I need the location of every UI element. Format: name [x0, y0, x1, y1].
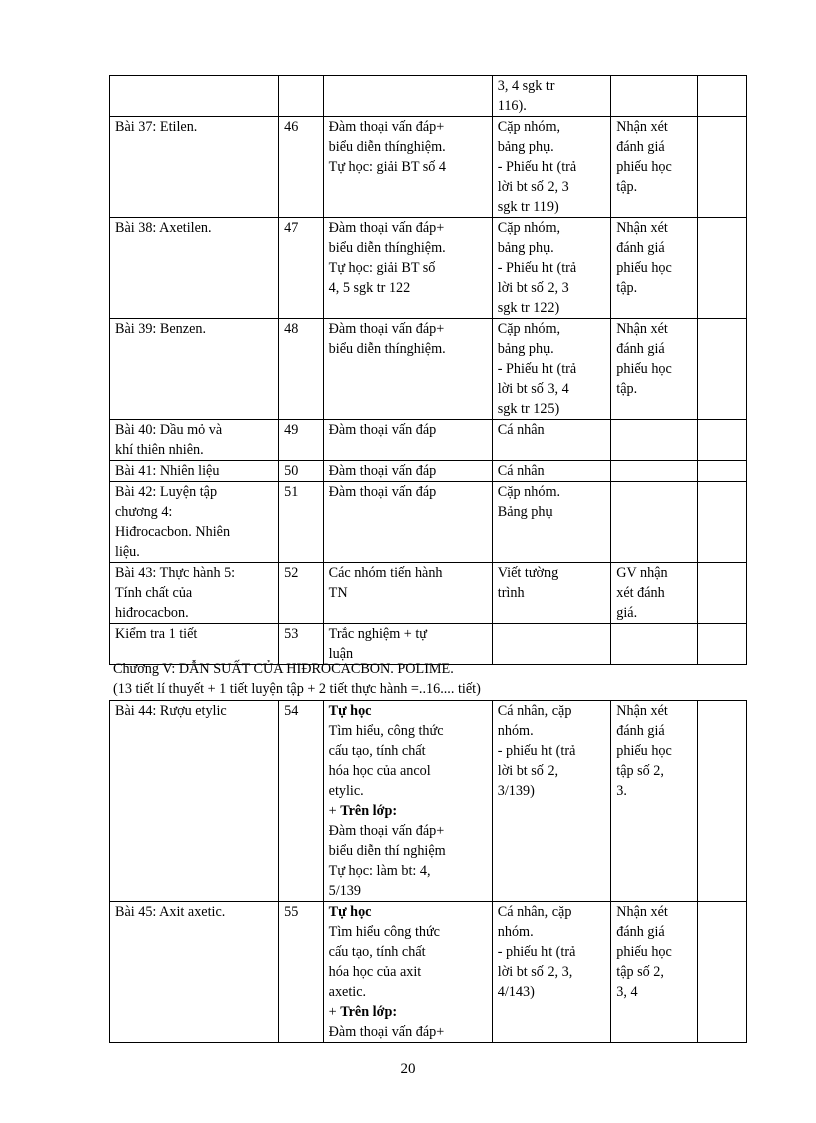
- period-cell: 47: [279, 218, 324, 319]
- table-row: [110, 701, 747, 902]
- in-class-heading: Trên lớp:: [340, 803, 398, 819]
- in-class-heading: Trên lớp:: [340, 1004, 398, 1020]
- self-study-heading: Tự học: [328, 703, 372, 719]
- form-cell: Cặp nhóm, bảng phụ. - Phiếu ht (trả lời bt số 3, 4 sgk tr 125): [492, 319, 610, 420]
- assessment-cell: [611, 76, 698, 117]
- assessment-cell: [611, 482, 698, 563]
- lesson-cell: Bài 40: Dầu mỏ và khí thiên nhiên.: [110, 420, 279, 461]
- self-study-heading: Tự học: [328, 904, 372, 920]
- chapter-title: Chương V: DẪN SUẤT CỦA HIĐROCACBON. POLIME.: [113, 661, 454, 677]
- form-cell: Cặp nhóm, bảng phụ. - Phiếu ht (trả lời bt số 2, 3 sgk tr 122): [492, 218, 610, 319]
- table-row: [110, 218, 747, 319]
- form-cell: Cá nhân, cặp nhóm. - phiếu ht (trả lời bt số 2, 3, 4/143): [492, 902, 610, 1043]
- table-row: [110, 76, 747, 117]
- lesson-cell: Bài 45: Axit axetic.: [110, 902, 279, 1043]
- table-row: [110, 563, 747, 624]
- period-cell: 55: [279, 902, 324, 1043]
- lesson-cell: Bài 43: Thực hành 5: Tính chất của hiđrocacbon.: [110, 563, 279, 624]
- assessment-cell: Nhận xét đánh giá phiếu học tập.: [611, 218, 698, 319]
- note-cell: [698, 319, 747, 420]
- lesson-plan-table-2: [109, 700, 747, 1043]
- period-cell: 51: [279, 482, 324, 563]
- self-study-text: Tìm hiểu công thức cấu tạo, tính chất hóa học của axit axetic.: [328, 924, 440, 1000]
- in-class-heading-line: [329, 1002, 487, 1022]
- lesson-cell: Bài 44: Rượu etylic: [110, 701, 279, 902]
- form-cell: [492, 624, 610, 665]
- method-cell: Đàm thoại vấn đáp: [323, 461, 492, 482]
- form-cell: Cặp nhóm, bảng phụ. - Phiếu ht (trả lời bt số 2, 3 sgk tr 119): [492, 117, 610, 218]
- assessment-cell: Nhận xét đánh giá phiếu học tập.: [611, 117, 698, 218]
- assessment-cell: Nhận xét đánh giá phiếu học tập số 2, 3, 4: [611, 902, 698, 1043]
- lesson-cell: Kiểm tra 1 tiết: [110, 624, 279, 665]
- assessment-cell: GV nhận xét đánh giá.: [611, 563, 698, 624]
- form-cell: Cá nhân, cặp nhóm. - phiếu ht (trả lời bt số 2, 3/139): [492, 701, 610, 902]
- note-cell: [698, 624, 747, 665]
- in-class-prefix: +: [328, 1004, 341, 1020]
- in-class-heading-line: [329, 801, 487, 821]
- note-cell: [698, 117, 747, 218]
- lesson-cell: Bài 41: Nhiên liệu: [110, 461, 279, 482]
- chapter-period-summary: (13 tiết lí thuyết + 1 tiết luyện tập + 2 tiết thực hành =..16.... tiết): [113, 681, 481, 697]
- table-row: [110, 420, 747, 461]
- assessment-cell: [611, 624, 698, 665]
- form-cell: Cá nhân: [492, 461, 610, 482]
- form-cell: Cá nhân: [492, 420, 610, 461]
- assessment-cell: Nhận xét đánh giá phiếu học tập số 2, 3.: [611, 701, 698, 902]
- method-cell: [323, 76, 492, 117]
- method-cell: [323, 701, 492, 902]
- self-study-text: Tìm hiểu, công thức cấu tạo, tính chất hóa học của ancol etylic.: [328, 723, 444, 799]
- method-cell: [323, 902, 492, 1043]
- in-class-text: Đàm thoại vấn đáp+ biểu diễn thí nghiệm Tự học: làm bt: 4, 5/139: [328, 823, 446, 899]
- form-cell: Cặp nhóm. Bảng phụ: [492, 482, 610, 563]
- method-cell: Đàm thoại vấn đáp: [323, 420, 492, 461]
- lesson-plan-table-1: [109, 75, 747, 665]
- method-cell: Đàm thoại vấn đáp+ biểu diễn thínghiệm.: [323, 319, 492, 420]
- lesson-cell: Bài 37: Etilen.: [110, 117, 279, 218]
- period-cell: 49: [279, 420, 324, 461]
- method-cell: Đàm thoại vấn đáp+ biểu diễn thínghiệm. Tự học: giải BT số 4, 5 sgk tr 122: [323, 218, 492, 319]
- assessment-cell: [611, 420, 698, 461]
- method-cell: Đàm thoại vấn đáp+ biểu diễn thínghiệm. Tự học: giải BT số 4: [323, 117, 492, 218]
- period-cell: 54: [279, 701, 324, 902]
- period-cell: 52: [279, 563, 324, 624]
- note-cell: [698, 218, 747, 319]
- note-cell: [698, 902, 747, 1043]
- form-cell: 3, 4 sgk tr 116).: [492, 76, 610, 117]
- period-cell: [279, 76, 324, 117]
- note-cell: [698, 482, 747, 563]
- period-cell: 46: [279, 117, 324, 218]
- assessment-cell: Nhận xét đánh giá phiếu học tập.: [611, 319, 698, 420]
- assessment-cell: [611, 461, 698, 482]
- lesson-cell: Bài 42: Luyện tập chương 4: Hiđrocacbon. Nhiên liệu.: [110, 482, 279, 563]
- table-row: [110, 461, 747, 482]
- in-class-prefix: +: [328, 803, 341, 819]
- period-cell: 50: [279, 461, 324, 482]
- in-class-text: Đàm thoại vấn đáp+: [328, 1024, 445, 1040]
- period-cell: 48: [279, 319, 324, 420]
- method-cell: Trắc nghiệm + tự luận: [323, 624, 492, 665]
- form-cell: Viết tường trình: [492, 563, 610, 624]
- note-cell: [698, 563, 747, 624]
- note-cell: [698, 701, 747, 902]
- page-number: 20: [400, 1061, 416, 1077]
- method-cell: Đàm thoại vấn đáp: [323, 482, 492, 563]
- lesson-cell: Bài 39: Benzen.: [110, 319, 279, 420]
- method-cell: Các nhóm tiến hành TN: [323, 563, 492, 624]
- period-cell: 53: [279, 624, 324, 665]
- note-cell: [698, 76, 747, 117]
- note-cell: [698, 461, 747, 482]
- table-row: [110, 319, 747, 420]
- table-row: [110, 117, 747, 218]
- table-row: [110, 902, 747, 1043]
- table-row: [110, 482, 747, 563]
- note-cell: [698, 420, 747, 461]
- lesson-cell: Bài 38: Axetilen.: [110, 218, 279, 319]
- lesson-cell: [110, 76, 279, 117]
